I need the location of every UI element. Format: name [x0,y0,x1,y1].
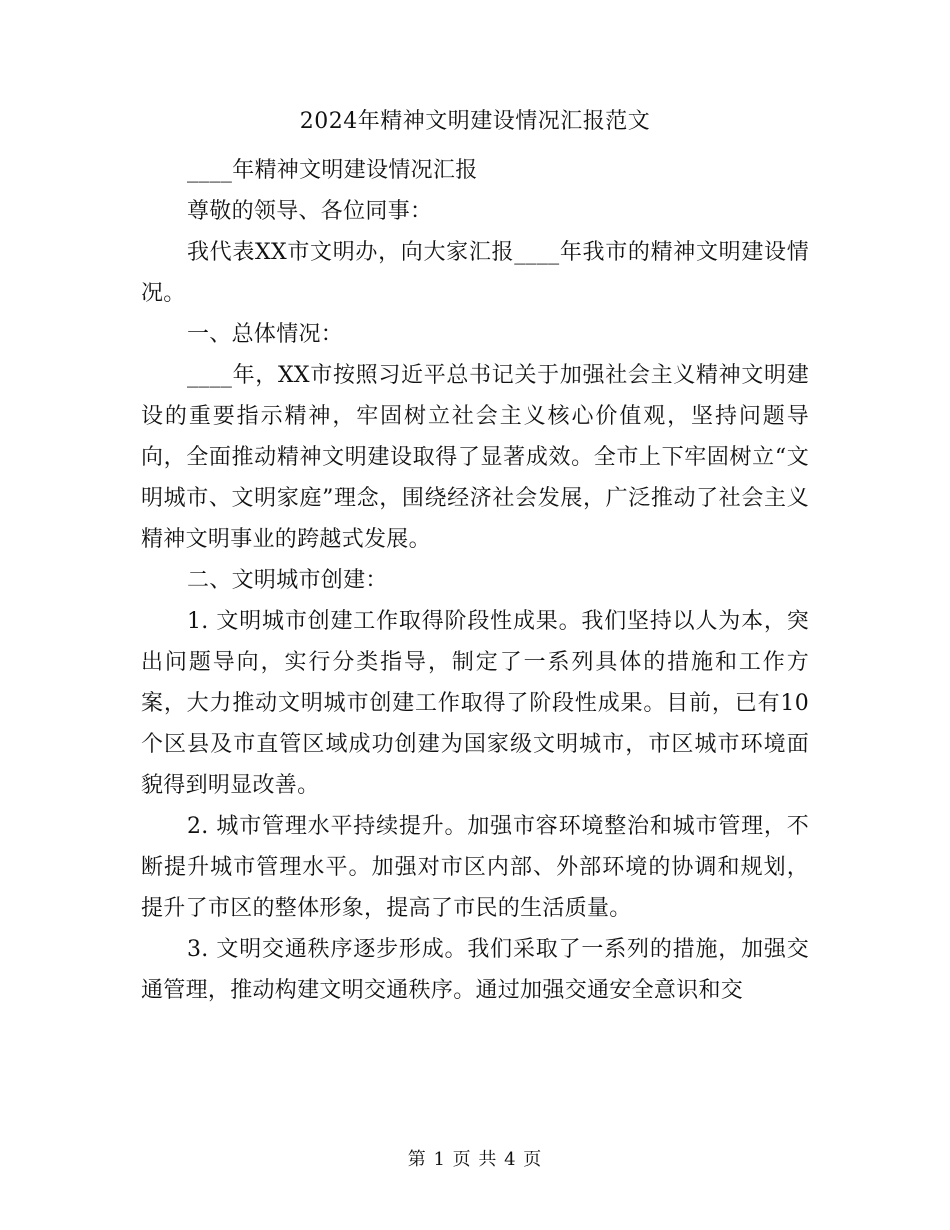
section-heading-civilized-city: 二、文明城市创建： [187,568,388,593]
paragraph-item-3: 3. 文明交通秩序逐步形成。我们采取了一系列的措施，加强交通管理，推动构建文明交通秩序。通过加强交通安全意识和交 [141,937,809,1003]
paragraph-salutation: 尊敬的领导、各位同事： [187,199,433,224]
document-body [141,150,809,1011]
page-number-footer: 第 1 页 共 4 页 [407,1149,543,1170]
paragraph-overall: ____年，XX市按照习近平总书记关于加强社会主义精神文明建设的重要指示精神，牢固树立社会主义核心价值观，坚持问题导向，全面推动精神文明建设取得了显著成效。全市上下牢固树立“文明城市、文明家庭”理念，围绕经济社会发展，广泛推动了社会主义精神文明事业的跨越式发展。 [141,363,809,552]
paragraph-item-1: 1. 文明城市创建工作取得阶段性成果。我们坚持以人为本，突出问题导向，实行分类指导，制定了一系列具体的措施和工作方案，大力推动文明城市创建工作取得了阶段性成果。目前，已有10个区县及市直管区域成功创建为国家级文明城市，市区城市环境面貌得到明显改善。 [141,609,809,798]
section-heading-overall: 一、总体情况： [187,322,344,347]
document-title: 2024年精神文明建设情况汇报范文 [299,109,651,134]
paragraph-item-2: 2. 城市管理水平持续提升。加强市容环境整治和城市管理，不断提升城市管理水平。加强对市区内部、外部环境的协调和规划，提升了市区的整体形象，提高了市民的生活质量。 [141,814,809,921]
paragraph-report-heading: ____年精神文明建设情况汇报 [187,158,478,183]
paragraph-intro: 我代表XX市文明办，向大家汇报____年我市的精神文明建设情况。 [141,240,809,306]
